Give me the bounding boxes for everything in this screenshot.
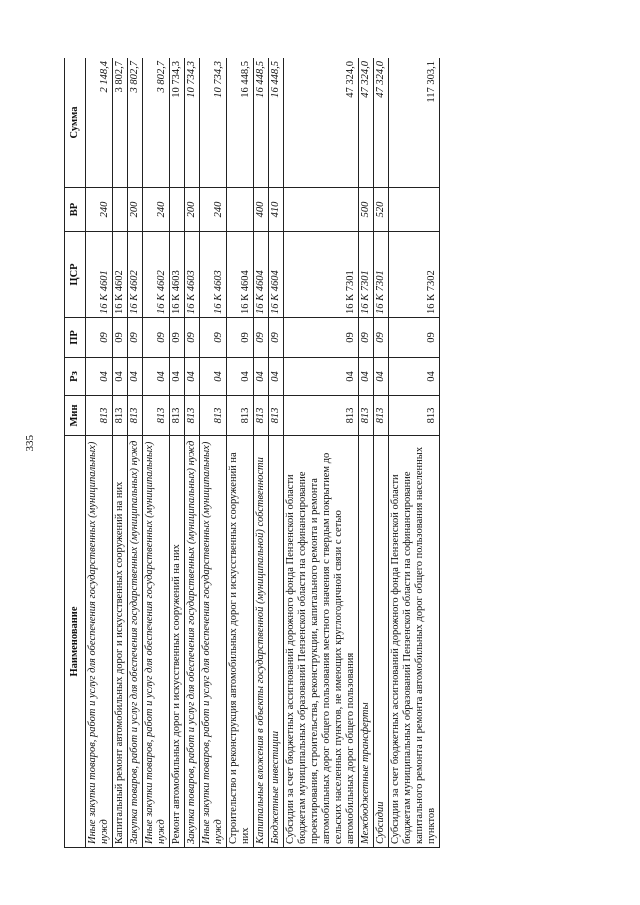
cell-rz: 04: [389, 358, 440, 396]
cell-sum: 3 802,7: [143, 58, 170, 188]
cell-vr: [227, 188, 254, 232]
cell-vr: [389, 188, 440, 232]
cell-pr: 09: [143, 318, 170, 358]
cell-sum: 16 448,5: [227, 58, 254, 188]
cell-rz: 04: [86, 358, 113, 396]
cell-sum: 47 324,0: [359, 58, 374, 188]
cell-sum: 3 802,7: [113, 58, 128, 188]
cell-csr: 16 К 4601: [86, 232, 113, 318]
table-row: [269, 58, 284, 848]
cell-pr: 09: [86, 318, 113, 358]
cell-pr: 09: [227, 318, 254, 358]
cell-csr: 16 К 4604: [254, 232, 269, 318]
cell-sum: 47 324,0: [284, 58, 359, 188]
cell-rz: 04: [359, 358, 374, 396]
cell-vr: 200: [185, 188, 200, 232]
cell-name: Закупка товаров, работ и услуг для обеспечения государственных (муниципальных) нужд: [185, 436, 200, 848]
header-sum: Сумма: [65, 58, 86, 188]
cell-vr: [113, 188, 128, 232]
table-header-row: [65, 58, 86, 848]
cell-pr: 09: [170, 318, 185, 358]
cell-min: 813: [254, 396, 269, 436]
cell-min: 813: [284, 396, 359, 436]
cell-name: Ремонт автомобильных дорог и искусственных сооружений на них: [170, 436, 185, 848]
cell-rz: 04: [227, 358, 254, 396]
table-row: [227, 58, 254, 848]
cell-rz: 04: [143, 358, 170, 396]
cell-sum: 2 148,4: [86, 58, 113, 188]
cell-rz: 04: [170, 358, 185, 396]
cell-rz: 04: [200, 358, 227, 396]
cell-csr: 16 К 7301: [284, 232, 359, 318]
cell-rz: 04: [185, 358, 200, 396]
cell-vr: 500: [359, 188, 374, 232]
cell-name: Капитальные вложения в объекты государственной (муниципальной) собственности: [254, 436, 269, 848]
cell-vr: 240: [86, 188, 113, 232]
cell-sum: 117 303,1: [389, 58, 440, 188]
cell-pr: 09: [185, 318, 200, 358]
table-row: [113, 58, 128, 848]
header-pr: ПР: [65, 318, 86, 358]
cell-vr: 240: [143, 188, 170, 232]
cell-name: Иные закупки товаров, работ и услуг для обеспечения государственных (муниципальных) нужд: [200, 436, 227, 848]
cell-csr: 16 К 7301: [359, 232, 374, 318]
page-number: 335: [24, 435, 36, 452]
table-row: [200, 58, 227, 848]
cell-min: 813: [389, 396, 440, 436]
table-row: [128, 58, 143, 848]
header-vr: ВР: [65, 188, 86, 232]
cell-pr: 09: [113, 318, 128, 358]
cell-name: Бюджетные инвестиции: [269, 436, 284, 848]
cell-vr: 520: [374, 188, 389, 232]
header-min: Мин: [65, 396, 86, 436]
cell-sum: 10 734,3: [185, 58, 200, 188]
cell-vr: 410: [269, 188, 284, 232]
cell-rz: 04: [269, 358, 284, 396]
cell-min: 813: [227, 396, 254, 436]
cell-name: Субсидии за счет бюджетных ассигнований дорожного фонда Пензенской области бюджетам муниципальных образований Пензенской области на софинансирование проектирования, строительства, реконструкции, капитального ремонта и ремонта автомобильных дорог общего пользования местного значения с твердым покрытием до сельских населенных пунктов, не имеющих круглогодичной связи с сетью автомобильных дорог общего пользования: [284, 436, 359, 848]
cell-vr: 200: [128, 188, 143, 232]
cell-min: 813: [374, 396, 389, 436]
cell-csr: 16 К 4603: [200, 232, 227, 318]
cell-min: 813: [113, 396, 128, 436]
header-rz: Рз: [65, 358, 86, 396]
cell-pr: 09: [284, 318, 359, 358]
cell-name: Субсидии: [374, 436, 389, 848]
cell-min: 813: [143, 396, 170, 436]
cell-min: 813: [269, 396, 284, 436]
cell-vr: [170, 188, 185, 232]
cell-rz: 04: [113, 358, 128, 396]
cell-csr: 16 К 4603: [185, 232, 200, 318]
budget-table: [64, 58, 440, 848]
cell-name: Межбюджетные трансферты: [359, 436, 374, 848]
cell-csr: 16 К 7301: [374, 232, 389, 318]
cell-pr: 09: [254, 318, 269, 358]
cell-pr: 09: [128, 318, 143, 358]
cell-sum: 47 324,0: [374, 58, 389, 188]
cell-sum: 16 448,5: [269, 58, 284, 188]
cell-sum: 16 448,5: [254, 58, 269, 188]
cell-min: 813: [170, 396, 185, 436]
cell-name: Закупка товаров, работ и услуг для обеспечения государственных (муниципальных) нужд: [128, 436, 143, 848]
cell-name: Строительство и реконструкция автомобильных дорог и искусственных сооружений на них: [227, 436, 254, 848]
table-row: [389, 58, 440, 848]
cell-name: Иные закупки товаров, работ и услуг для обеспечения государственных (муниципальных) нужд: [143, 436, 170, 848]
table-row: [170, 58, 185, 848]
cell-min: 813: [200, 396, 227, 436]
cell-name: Субсидии за счет бюджетных ассигнований дорожного фонда Пензенской области бюджетам муниципальных образований Пензенской области на софинансирование капитального ремонта и ремонта автомобильных дорог общего пользования населенных пунктов: [389, 436, 440, 848]
cell-rz: 04: [284, 358, 359, 396]
cell-pr: 09: [389, 318, 440, 358]
cell-sum: 10 734,3: [200, 58, 227, 188]
cell-csr: 16 К 7302: [389, 232, 440, 318]
cell-name: Иные закупки товаров, работ и услуг для обеспечения государственных (муниципальных) нужд: [86, 436, 113, 848]
cell-vr: [284, 188, 359, 232]
cell-pr: 09: [374, 318, 389, 358]
rotated-table-container: [64, 58, 574, 848]
cell-csr: 16 К 4604: [227, 232, 254, 318]
header-name: Наименование: [65, 436, 86, 848]
cell-min: 813: [86, 396, 113, 436]
cell-name: Капитальный ремонт автомобильных дорог и искусственных сооружений на них: [113, 436, 128, 848]
table-row: [86, 58, 113, 848]
cell-min: 813: [185, 396, 200, 436]
cell-csr: 16 К 4602: [113, 232, 128, 318]
cell-pr: 09: [269, 318, 284, 358]
table-row: [374, 58, 389, 848]
rotated-page-area: [64, 58, 574, 848]
cell-pr: 09: [200, 318, 227, 358]
cell-min: 813: [359, 396, 374, 436]
cell-vr: 240: [200, 188, 227, 232]
cell-csr: 16 К 4603: [170, 232, 185, 318]
cell-rz: 04: [254, 358, 269, 396]
cell-rz: 04: [128, 358, 143, 396]
table-row: [185, 58, 200, 848]
cell-sum: 10 734,3: [170, 58, 185, 188]
cell-sum: 3 802,7: [128, 58, 143, 188]
cell-pr: 09: [359, 318, 374, 358]
cell-min: 813: [128, 396, 143, 436]
header-csr: ЦСР: [65, 232, 86, 318]
table-row: [284, 58, 359, 848]
cell-vr: 400: [254, 188, 269, 232]
table-row: [254, 58, 269, 848]
cell-csr: 16 К 4604: [269, 232, 284, 318]
cell-csr: 16 К 4602: [128, 232, 143, 318]
table-row: [359, 58, 374, 848]
table-row: [143, 58, 170, 848]
cell-csr: 16 К 4602: [143, 232, 170, 318]
cell-rz: 04: [374, 358, 389, 396]
